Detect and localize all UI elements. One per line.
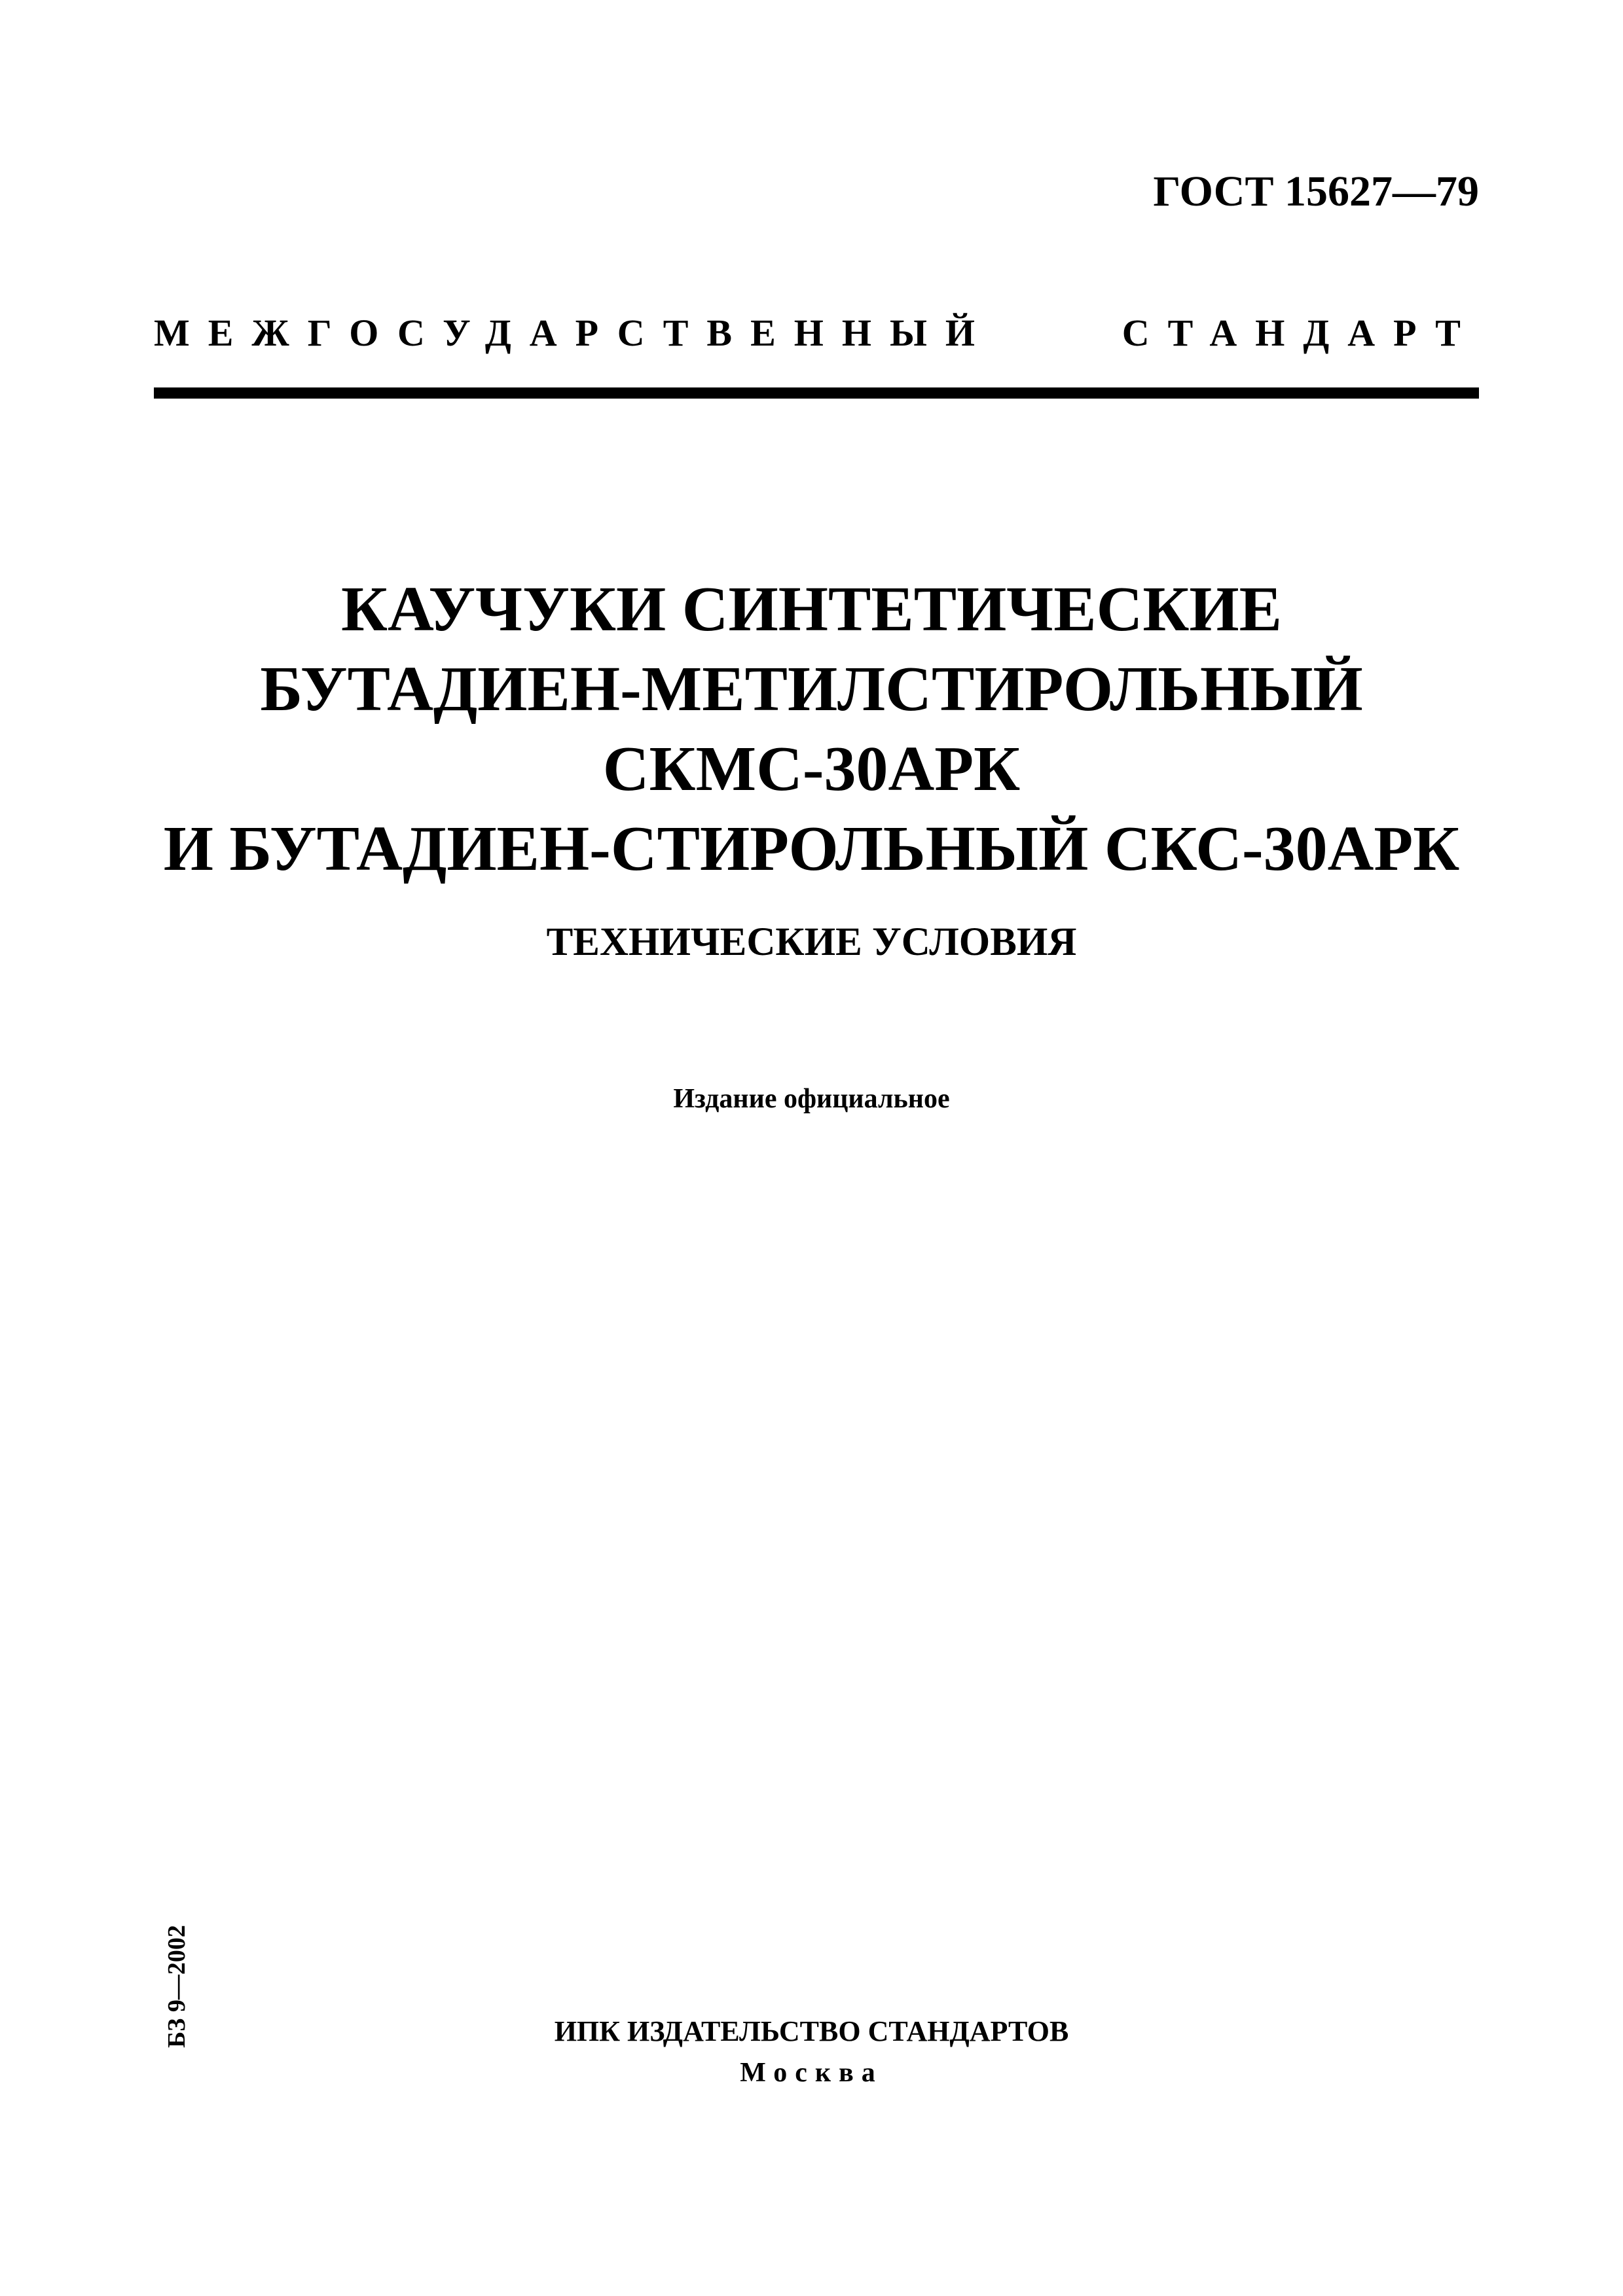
- category-word-1: МЕЖГОСУДАРСТВЕННЫЙ: [154, 312, 994, 354]
- title-line-2: БУТАДИЕН-МЕТИЛСТИРОЛЬНЫЙ: [260, 654, 1363, 725]
- title-line-1: КАУЧУКИ СИНТЕТИЧЕСКИЕ: [340, 574, 1283, 645]
- title-line-3: СКМС-30АРК: [602, 734, 1021, 804]
- document-title: [0, 569, 1623, 889]
- standard-category-header: [154, 311, 1479, 355]
- header-rule: [154, 387, 1479, 399]
- edition-note: Издание официальное: [673, 1084, 950, 1114]
- side-code: БЗ 9—2002: [163, 1925, 191, 2048]
- publisher-name: ИПК ИЗДАТЕЛЬСТВО СТАНДАРТОВ: [554, 2015, 1069, 2047]
- standard-number: ГОСТ 15627—79: [1153, 168, 1479, 215]
- title-line-4: И БУТАДИЕН-СТИРОЛЬНЫЙ СКС-30АРК: [163, 814, 1460, 884]
- category-word-2: СТАНДАРТ: [1122, 312, 1479, 354]
- document-subtitle: ТЕХНИЧЕСКИЕ УСЛОВИЯ: [546, 920, 1077, 964]
- publisher-city: Москва: [740, 2058, 883, 2088]
